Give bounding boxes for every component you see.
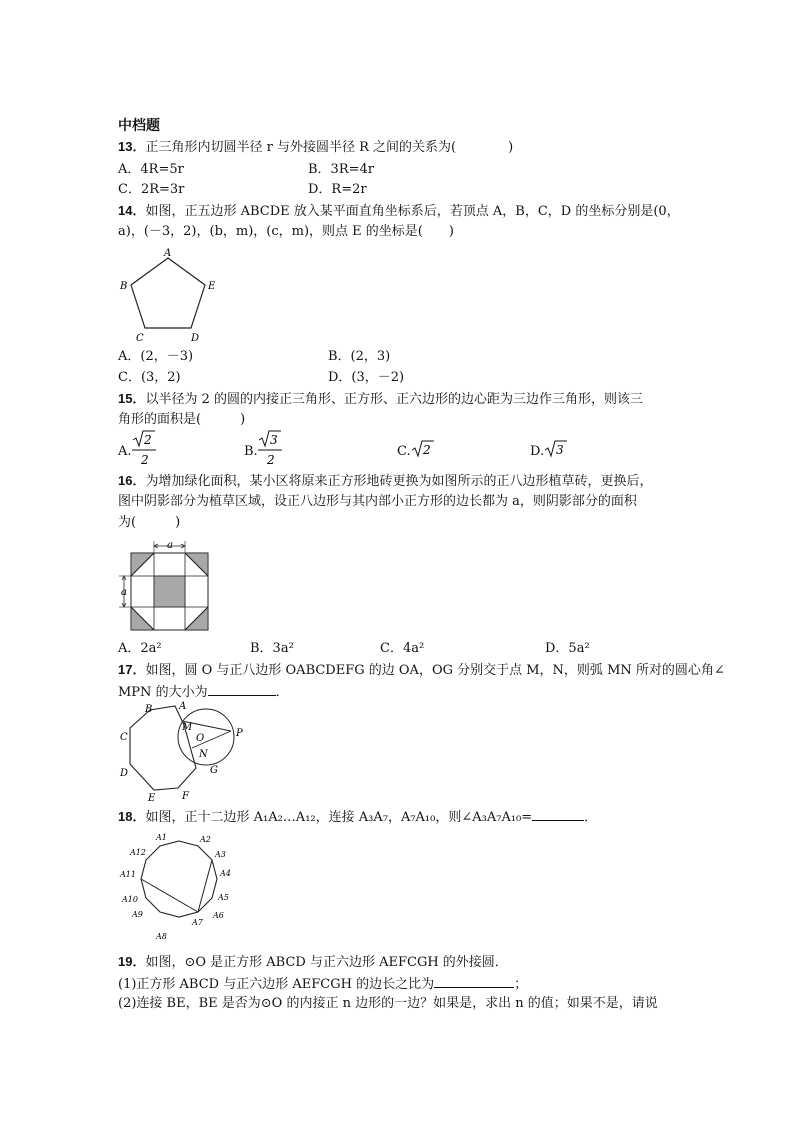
q17-label-o: O (196, 733, 205, 744)
q15-a-denominator: 2 (141, 453, 149, 467)
q14-label-b: B (120, 281, 128, 292)
q15-option-a-fraction (131, 430, 157, 470)
q16-number: 16． (118, 473, 146, 488)
q17-text1: 如图，圆 O 与正八边形 OABCDEFG 的边 OA，OG 分别交于点 M，N，则弧 MN 所对的圆心角∠ (145, 663, 725, 678)
q18-dodecagon-figure (118, 830, 238, 945)
q18-label-a12: A12 (130, 848, 146, 857)
q19-part1-text: (1)正方形 ABCD 与正六边形 AEFCGH 的边长之比为 (118, 977, 435, 992)
q15-option-d-radical (543, 440, 569, 460)
q18-label-a5: A5 (218, 893, 229, 902)
q15-d-radicand: 3 (556, 443, 564, 457)
q14-option-c: C．(3，2) (118, 370, 181, 385)
q16-stem-line1 (118, 473, 652, 490)
q18-label-a2: A2 (200, 835, 211, 844)
q13-option-d: D．R=2r (308, 182, 367, 197)
q15-option-b-letter: B. (244, 444, 258, 459)
q18-label-a3: A3 (215, 850, 226, 859)
q16-stem-line3: 为( ) (118, 515, 181, 530)
q15-option-d-letter: D. (530, 444, 545, 459)
q14-option-a: A．(2，－3) (118, 349, 194, 364)
q17-stem-line1 (118, 662, 725, 679)
q16-option-b: B．3a² (250, 641, 294, 656)
q17-label-f: F (182, 791, 189, 802)
q14-label-d: D (191, 333, 200, 344)
q15-b-radicand: 3 (270, 433, 278, 447)
q17-label-c: C (120, 732, 128, 743)
q18-label-a11: A11 (120, 870, 136, 879)
q18-number: 18． (118, 809, 146, 824)
q17-text2: MPN 的大小为 (118, 685, 208, 700)
q18-label-a8: A8 (156, 932, 167, 941)
q18-stem (118, 808, 597, 826)
q15-option-c-radical (410, 440, 436, 460)
q19-part1 (118, 975, 527, 993)
q17-label-d: D (120, 768, 129, 779)
q15-option-a-letter: A. (118, 444, 132, 459)
q16-dim-label-left: a (121, 587, 127, 598)
q15-stem-line2: 角形的面积是( ) (118, 412, 246, 427)
q19-stem (118, 954, 508, 971)
q15-option-c-letter: C. (397, 444, 411, 459)
q14-label-c: C (136, 333, 144, 344)
q16-option-a: A．2a² (118, 641, 162, 656)
q15-a-radicand: 2 (144, 433, 152, 447)
q14-option-b: B．(2，3) (328, 349, 391, 364)
q17-answer-blank[interactable] (208, 683, 276, 696)
q14-label-e: E (208, 281, 216, 292)
q15-b-denominator: 2 (267, 453, 275, 467)
q13-option-a: A．4R=5r (118, 162, 184, 177)
q17-label-p: P (236, 728, 243, 739)
q14-stem-line1 (118, 203, 680, 220)
q18-label-a10: A10 (122, 895, 138, 904)
q13-text: 正三角形内切圆半径 r 与外接圆半径 R 之间的关系为( ) (145, 140, 514, 155)
q18-label-a9: A9 (132, 910, 143, 919)
q18-text-end: ． (584, 810, 598, 825)
q18-label-a4: A4 (220, 869, 231, 878)
q19-answer-blank[interactable] (434, 975, 514, 988)
q18-label-a7: A7 (192, 918, 203, 927)
q13-option-c: C．2R=3r (118, 182, 185, 197)
q13-option-b: B．3R=4r (308, 162, 374, 177)
q15-stem-line1 (118, 391, 643, 408)
q18-answer-blank[interactable] (532, 808, 584, 821)
q17-stem-line2 (118, 683, 289, 701)
q17-label-b: B (145, 704, 153, 715)
q17-label-e: E (148, 793, 156, 804)
q19-part1-end: ； (514, 977, 528, 992)
q17-number: 17． (118, 662, 146, 677)
q16-tile-figure (118, 538, 213, 630)
section-title: 中档题 (118, 118, 160, 134)
q19-part2: (2)连接 BE，BE 是否为⊙O 的内接正 n 边形的一边？如果是，求出 n 的值；如果不是，请说 (118, 996, 658, 1011)
q16-dim-label-top: a (167, 540, 173, 551)
q17-label-a: A (179, 701, 187, 712)
q17-label-n: N (199, 749, 208, 760)
q17-text2-end: ． (275, 685, 289, 700)
q17-label-m: M (182, 722, 193, 733)
q18-label-a1: A1 (156, 833, 167, 842)
q18-text: 如图，正十二边形 A₁A₂…A₁₂，连接 A₃A₇，A₇A₁₀，则∠A₃A₇A₁₀= (145, 810, 533, 825)
q14-label-a: A (164, 248, 172, 259)
q13-number: 13． (118, 139, 146, 154)
q14-number: 14． (118, 203, 146, 218)
q13-stem (118, 139, 513, 156)
q16-stem-line2: 图中阴影部分为植草区域，设正八边形与其内部小正方形的边长都为 a，则阴影部分的面积 (118, 494, 637, 509)
q14-option-d: D．(3，－2) (328, 370, 405, 385)
q18-label-a6: A6 (213, 911, 224, 920)
q17-octagon-figure (118, 700, 253, 806)
q16-text1: 为增加绿化面积，某小区将原来正方形地砖更换为如图所示的正八边形植草砖，更换后， (145, 474, 653, 489)
q15-option-b-fraction (257, 430, 283, 470)
q16-option-c: C．4a² (380, 641, 425, 656)
q14-text1: 如图，正五边形 ABCDE 放入某平面直角坐标系后，若顶点 A，B，C，D 的坐标分别是(0， (145, 204, 680, 219)
q19-number: 19． (118, 954, 146, 969)
q14-pentagon-figure (118, 245, 228, 345)
q15-text1: 以半径为 2 的圆的内接正三角形、正方形、正六边形的边心距为三边作三角形，则该三 (145, 392, 644, 407)
q19-text: 如图，⊙O 是正方形 ABCD 与正六边形 AEFCGH 的外接圆． (145, 955, 508, 970)
q17-label-g: G (210, 765, 218, 776)
q14-stem-line2: a)，(－3，2)，(b，m)，(c，m)，则点 E 的坐标是( ) (118, 224, 454, 239)
q16-option-d: D．5a² (545, 641, 590, 656)
q15-number: 15． (118, 391, 146, 406)
q15-c-radicand: 2 (423, 443, 431, 457)
